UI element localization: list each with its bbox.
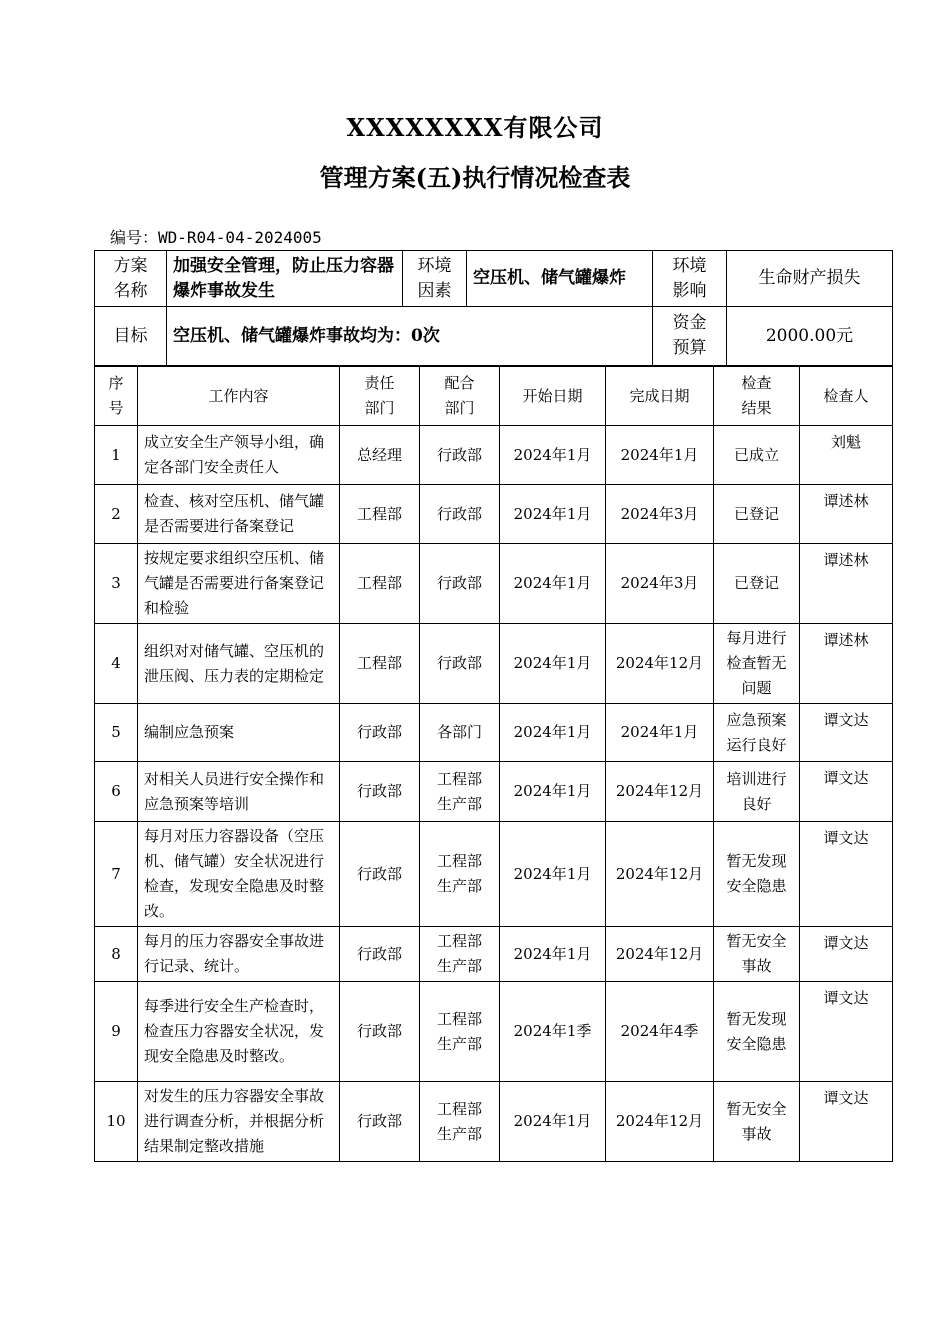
env-impact-value: 生命财产损失 (727, 251, 893, 307)
col-coop: 配合 部门 (420, 367, 500, 426)
row-coop: 工程部 生产部 (420, 1082, 500, 1162)
row-no: 1 (95, 426, 138, 485)
row-end: 2024年12月 (606, 927, 714, 982)
row-content: 编制应急预案 (138, 704, 340, 762)
row-no: 7 (95, 822, 138, 927)
row-dept: 工程部 (340, 544, 420, 624)
row-result: 已登记 (714, 544, 800, 624)
table-row (95, 426, 893, 485)
row-inspector: 刘魁 (800, 426, 893, 485)
row-coop: 行政部 (420, 485, 500, 544)
row-start: 2024年1月 (500, 1082, 606, 1162)
row-dept: 行政部 (340, 704, 420, 762)
col-content: 工作内容 (138, 367, 340, 426)
row-end: 2024年1月 (606, 704, 714, 762)
target-label: 目标 (95, 307, 167, 366)
row-result: 暂无发现安全隐患 (714, 982, 800, 1082)
row-no: 9 (95, 982, 138, 1082)
row-start: 2024年1月 (500, 822, 606, 927)
row-end: 2024年12月 (606, 762, 714, 822)
row-result: 暂无安全事故 (714, 1082, 800, 1162)
document-title: 管理方案(五)执行情况检查表 (319, 163, 631, 192)
row-result: 暂无安全事故 (714, 927, 800, 982)
row-coop: 行政部 (420, 624, 500, 704)
row-end: 2024年1月 (606, 426, 714, 485)
row-content: 每月对压力容器设备（空压机、储气罐）安全状况进行检查，发现安全隐患及时整改。 (138, 822, 340, 927)
table-row (95, 544, 893, 624)
row-start: 2024年1月 (500, 762, 606, 822)
row-dept: 工程部 (340, 485, 420, 544)
row-inspector: 谭文达 (800, 704, 893, 762)
work-items-table (94, 366, 893, 1162)
row-end: 2024年12月 (606, 1082, 714, 1162)
env-factor-value: 空压机、储气罐爆炸 (467, 251, 653, 307)
row-start: 2024年1季 (500, 982, 606, 1082)
row-result: 已成立 (714, 426, 800, 485)
row-dept: 行政部 (340, 762, 420, 822)
row-no: 8 (95, 927, 138, 982)
plan-name-value: 加强安全管理，防止压力容器爆炸事故发生 (167, 251, 403, 307)
row-dept: 总经理 (340, 426, 420, 485)
row-result: 应急预案运行良好 (714, 704, 800, 762)
row-dept: 工程部 (340, 624, 420, 704)
plan-name-label: 方案 名称 (95, 251, 167, 307)
row-content: 按规定要求组织空压机、储气罐是否需要进行备案登记和检验 (138, 544, 340, 624)
company-name: XXXXXXXX有限公司 (346, 113, 604, 142)
row-start: 2024年1月 (500, 426, 606, 485)
target-value: 空压机、储气罐爆炸事故均为：0次 (167, 307, 653, 366)
row-inspector: 谭述林 (800, 624, 893, 704)
table-row (95, 822, 893, 927)
row-end: 2024年4季 (606, 982, 714, 1082)
col-no: 序 号 (95, 367, 138, 426)
row-result: 已登记 (714, 485, 800, 544)
row-result: 暂无发现安全隐患 (714, 822, 800, 927)
row-end: 2024年3月 (606, 485, 714, 544)
row-dept: 行政部 (340, 822, 420, 927)
row-coop: 行政部 (420, 426, 500, 485)
row-end: 2024年3月 (606, 544, 714, 624)
row-coop: 行政部 (420, 544, 500, 624)
row-content: 成立安全生产领导小组，确定各部门安全责任人 (138, 426, 340, 485)
row-no: 6 (95, 762, 138, 822)
env-factor-label: 环境 因素 (403, 251, 467, 307)
row-dept: 行政部 (340, 1082, 420, 1162)
row-content: 对发生的压力容器安全事故进行调查分析，并根据分析结果制定整改措施 (138, 1082, 340, 1162)
table-row (95, 927, 893, 982)
row-coop: 工程部 生产部 (420, 822, 500, 927)
row-end: 2024年12月 (606, 822, 714, 927)
row-start: 2024年1月 (500, 704, 606, 762)
plan-info-table (94, 250, 893, 366)
row-content: 组织对对储气罐、空压机的泄压阀、压力表的定期检定 (138, 624, 340, 704)
row-coop: 工程部 生产部 (420, 982, 500, 1082)
row-no: 5 (95, 704, 138, 762)
table-row (95, 982, 893, 1082)
budget-value: 2000.00元 (727, 307, 893, 366)
table-row (95, 624, 893, 704)
row-inspector: 谭文达 (800, 762, 893, 822)
row-start: 2024年1月 (500, 624, 606, 704)
row-dept: 行政部 (340, 982, 420, 1082)
row-dept: 行政部 (340, 927, 420, 982)
col-result: 检查 结果 (714, 367, 800, 426)
document-number: 编号：WD-R04-04-2024005 (110, 228, 322, 247)
row-coop: 工程部 生产部 (420, 927, 500, 982)
row-inspector: 谭述林 (800, 544, 893, 624)
row-no: 3 (95, 544, 138, 624)
row-end: 2024年12月 (606, 624, 714, 704)
row-content: 每季进行安全生产检查时，检查压力容器安全状况，发现安全隐患及时整改。 (138, 982, 340, 1082)
row-content: 对相关人员进行安全操作和应急预案等培训 (138, 762, 340, 822)
col-inspector: 检查人 (800, 367, 893, 426)
col-start: 开始日期 (500, 367, 606, 426)
col-end: 完成日期 (606, 367, 714, 426)
row-content: 检查、核对空压机、储气罐是否需要进行备案登记 (138, 485, 340, 544)
row-coop: 各部门 (420, 704, 500, 762)
row-start: 2024年1月 (500, 927, 606, 982)
row-inspector: 谭文达 (800, 927, 893, 982)
table-row (95, 1082, 893, 1162)
row-result: 每月进行检查暂无问题 (714, 624, 800, 704)
row-coop: 工程部 生产部 (420, 762, 500, 822)
row-inspector: 谭文达 (800, 982, 893, 1082)
row-no: 4 (95, 624, 138, 704)
row-result: 培训进行良好 (714, 762, 800, 822)
row-inspector: 谭述林 (800, 485, 893, 544)
row-inspector: 谭文达 (800, 822, 893, 927)
row-no: 2 (95, 485, 138, 544)
row-no: 10 (95, 1082, 138, 1162)
table-row (95, 485, 893, 544)
budget-label: 资金 预算 (653, 307, 727, 366)
row-content: 每月的压力容器安全事故进行记录、统计。 (138, 927, 340, 982)
column-header-row (95, 367, 893, 426)
row-start: 2024年1月 (500, 485, 606, 544)
table-row (95, 704, 893, 762)
env-impact-label: 环境 影响 (653, 251, 727, 307)
row-inspector: 谭文达 (800, 1082, 893, 1162)
row-start: 2024年1月 (500, 544, 606, 624)
table-row (95, 762, 893, 822)
col-dept: 责任 部门 (340, 367, 420, 426)
